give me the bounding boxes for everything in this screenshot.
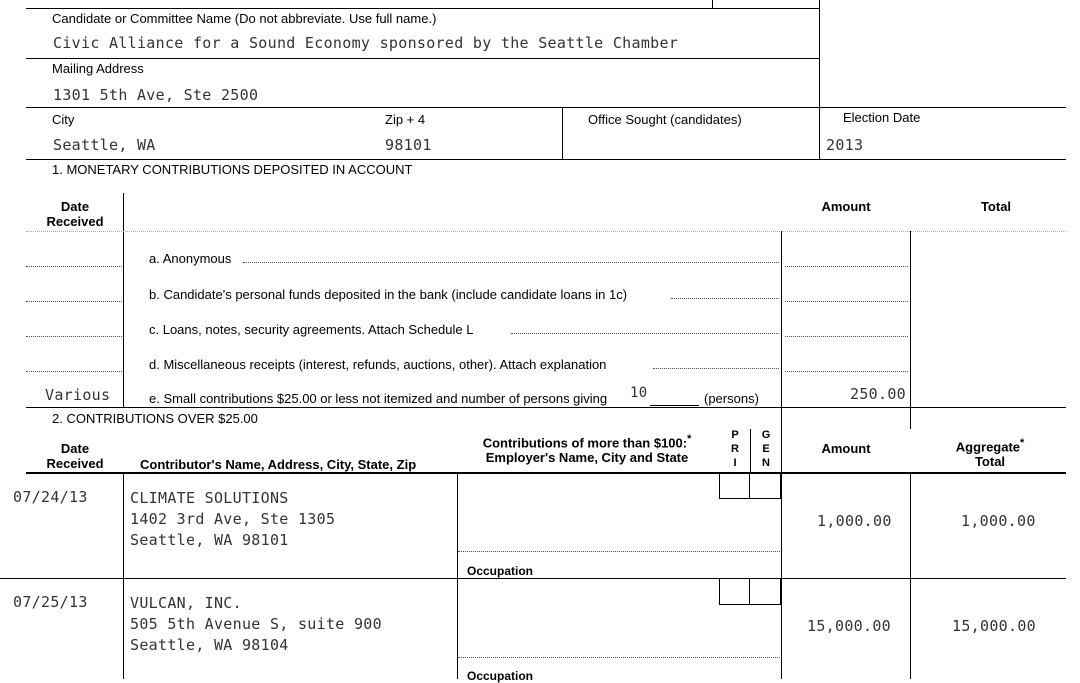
amount-header: Amount [821, 441, 871, 456]
header-text: Date [60, 441, 90, 456]
divider [123, 474, 124, 679]
total-header: Total [980, 199, 1012, 214]
row-amount[interactable]: 15,000.00 [807, 617, 891, 635]
header-text: N [762, 457, 770, 469]
date-received-header [30, 441, 120, 471]
divider [910, 474, 911, 679]
name-label: Candidate or Committee Name (Do not abbreviate. Use full name.) [52, 11, 437, 26]
item-e [149, 391, 607, 406]
occupation-label: Occupation [467, 669, 534, 683]
general-checkbox[interactable] [750, 579, 781, 605]
header-text: G [761, 429, 771, 441]
leader-dots [671, 298, 779, 299]
small-contrib-amount[interactable]: 250.00 [850, 385, 906, 403]
leader-dots [511, 333, 779, 334]
primary-checkbox[interactable] [719, 474, 750, 499]
divider [562, 107, 563, 160]
divider [781, 474, 782, 679]
row-aggregate[interactable]: 1,000.00 [961, 512, 1036, 530]
mailing-address-label: Mailing Address [52, 61, 144, 76]
divider [26, 407, 1066, 408]
leader-dots [243, 262, 779, 263]
date-entry-line[interactable] [26, 336, 122, 337]
contributor-address: 505 5th Avenue S, suite 900 [130, 615, 382, 633]
committee-name-field[interactable]: Civic Alliance for a Sound Economy sponsored by the Seattle Chamber [53, 34, 679, 52]
divider [26, 107, 1066, 108]
occupation-label: Occupation [467, 564, 534, 578]
item-b [149, 287, 779, 302]
occupation-line [458, 551, 780, 552]
divider [781, 231, 782, 429]
amount-header: Amount [821, 199, 871, 214]
primary-checkbox[interactable] [719, 579, 750, 605]
header-text: Employer's Name, City and State [485, 450, 689, 466]
date-received-header [30, 199, 120, 229]
section-2-title: 2. CONTRIBUTIONS OVER $25.00 [52, 411, 258, 426]
header-text: Received [46, 214, 104, 229]
divider [910, 231, 911, 429]
item-c [149, 322, 779, 337]
amount-entry-line[interactable] [785, 336, 908, 337]
employer-header [462, 433, 712, 465]
amount-entry-line[interactable] [785, 301, 908, 302]
header-text: E [762, 443, 770, 455]
contributor-city: Seattle, WA 98104 [130, 636, 289, 654]
header-text: Date [60, 199, 90, 214]
persons-count-field[interactable]: 10 [630, 385, 648, 401]
date-entry-line[interactable] [26, 371, 122, 372]
item-text: c. Loans, notes, security agreements. Attach Schedule L [149, 322, 474, 337]
row-date[interactable]: 07/25/13 [13, 593, 88, 611]
divider [26, 159, 1066, 160]
contributor-city: Seattle, WA 98101 [130, 531, 289, 549]
leader-dots [653, 368, 779, 369]
header-text: Contributions of more than $100: [482, 435, 688, 451]
header-text: Total [974, 454, 1006, 470]
item-text: b. Candidate's personal funds deposited in the bank (include candidate loans in 1c) [149, 287, 628, 302]
contributor-info[interactable] [130, 593, 382, 656]
item-text: e. Small contributions $25.00 or less not itemized and number of persons giving [149, 391, 608, 406]
header-text: R [731, 443, 739, 455]
general-header [752, 428, 780, 470]
zip-label: Zip + 4 [385, 112, 426, 127]
header-text: Aggregate [955, 439, 1021, 455]
office-sought-label: Office Sought (candidates) [588, 112, 742, 127]
date-entry-line[interactable] [26, 266, 122, 267]
divider [712, 0, 713, 8]
contributor-info[interactable] [130, 488, 335, 551]
divider [781, 429, 782, 474]
divider [457, 474, 458, 679]
general-checkbox[interactable] [750, 474, 781, 499]
amount-entry-line[interactable] [785, 266, 908, 267]
divider [26, 8, 819, 9]
divider [123, 193, 124, 407]
contributor-header: Contributor's Name, Address, City, State, Zip [140, 457, 417, 472]
item-text: d. Miscellaneous receipts (interest, refunds, auctions, other). Attach explanation [149, 357, 607, 372]
city-label: City [52, 112, 75, 127]
section-1-title: 1. MONETARY CONTRIBUTIONS DEPOSITED IN ACCOUNT [52, 162, 413, 177]
date-entry-line[interactable] [26, 301, 122, 302]
divider [819, 0, 820, 160]
header-text: Received [46, 456, 104, 471]
primary-header [722, 428, 748, 470]
row-aggregate[interactable]: 15,000.00 [952, 617, 1036, 635]
city-field[interactable]: Seattle, WA [53, 136, 156, 154]
small-contrib-date[interactable]: Various [45, 386, 111, 404]
divider [0, 578, 1066, 579]
contributor-name: CLIMATE SOLUTIONS [130, 489, 289, 507]
asterisk: * [687, 433, 692, 445]
row-date[interactable]: 07/24/13 [13, 488, 88, 506]
persons-label: (persons) [704, 391, 759, 406]
item-text: a. Anonymous [149, 251, 232, 266]
aggregate-header [926, 437, 1054, 469]
amount-entry-line[interactable] [785, 371, 908, 372]
zip-field[interactable]: 98101 [385, 136, 432, 154]
divider [750, 429, 751, 474]
persons-count-line [650, 405, 699, 406]
occupation-line [458, 657, 780, 658]
asterisk: * [1020, 437, 1025, 449]
election-date-label: Election Date [843, 110, 921, 125]
item-a [149, 251, 779, 266]
divider [26, 58, 819, 59]
contributor-address: 1402 3rd Ave, Ste 1305 [130, 510, 336, 528]
header-text: P [731, 429, 739, 441]
mailing-address-field[interactable]: 1301 5th Ave, Ste 2500 [53, 86, 259, 104]
header-text: I [733, 457, 737, 469]
item-d [149, 357, 779, 372]
row-amount[interactable]: 1,000.00 [817, 512, 892, 530]
election-date-field[interactable]: 2013 [826, 136, 864, 154]
contributor-name: VULCAN, INC. [130, 594, 242, 612]
